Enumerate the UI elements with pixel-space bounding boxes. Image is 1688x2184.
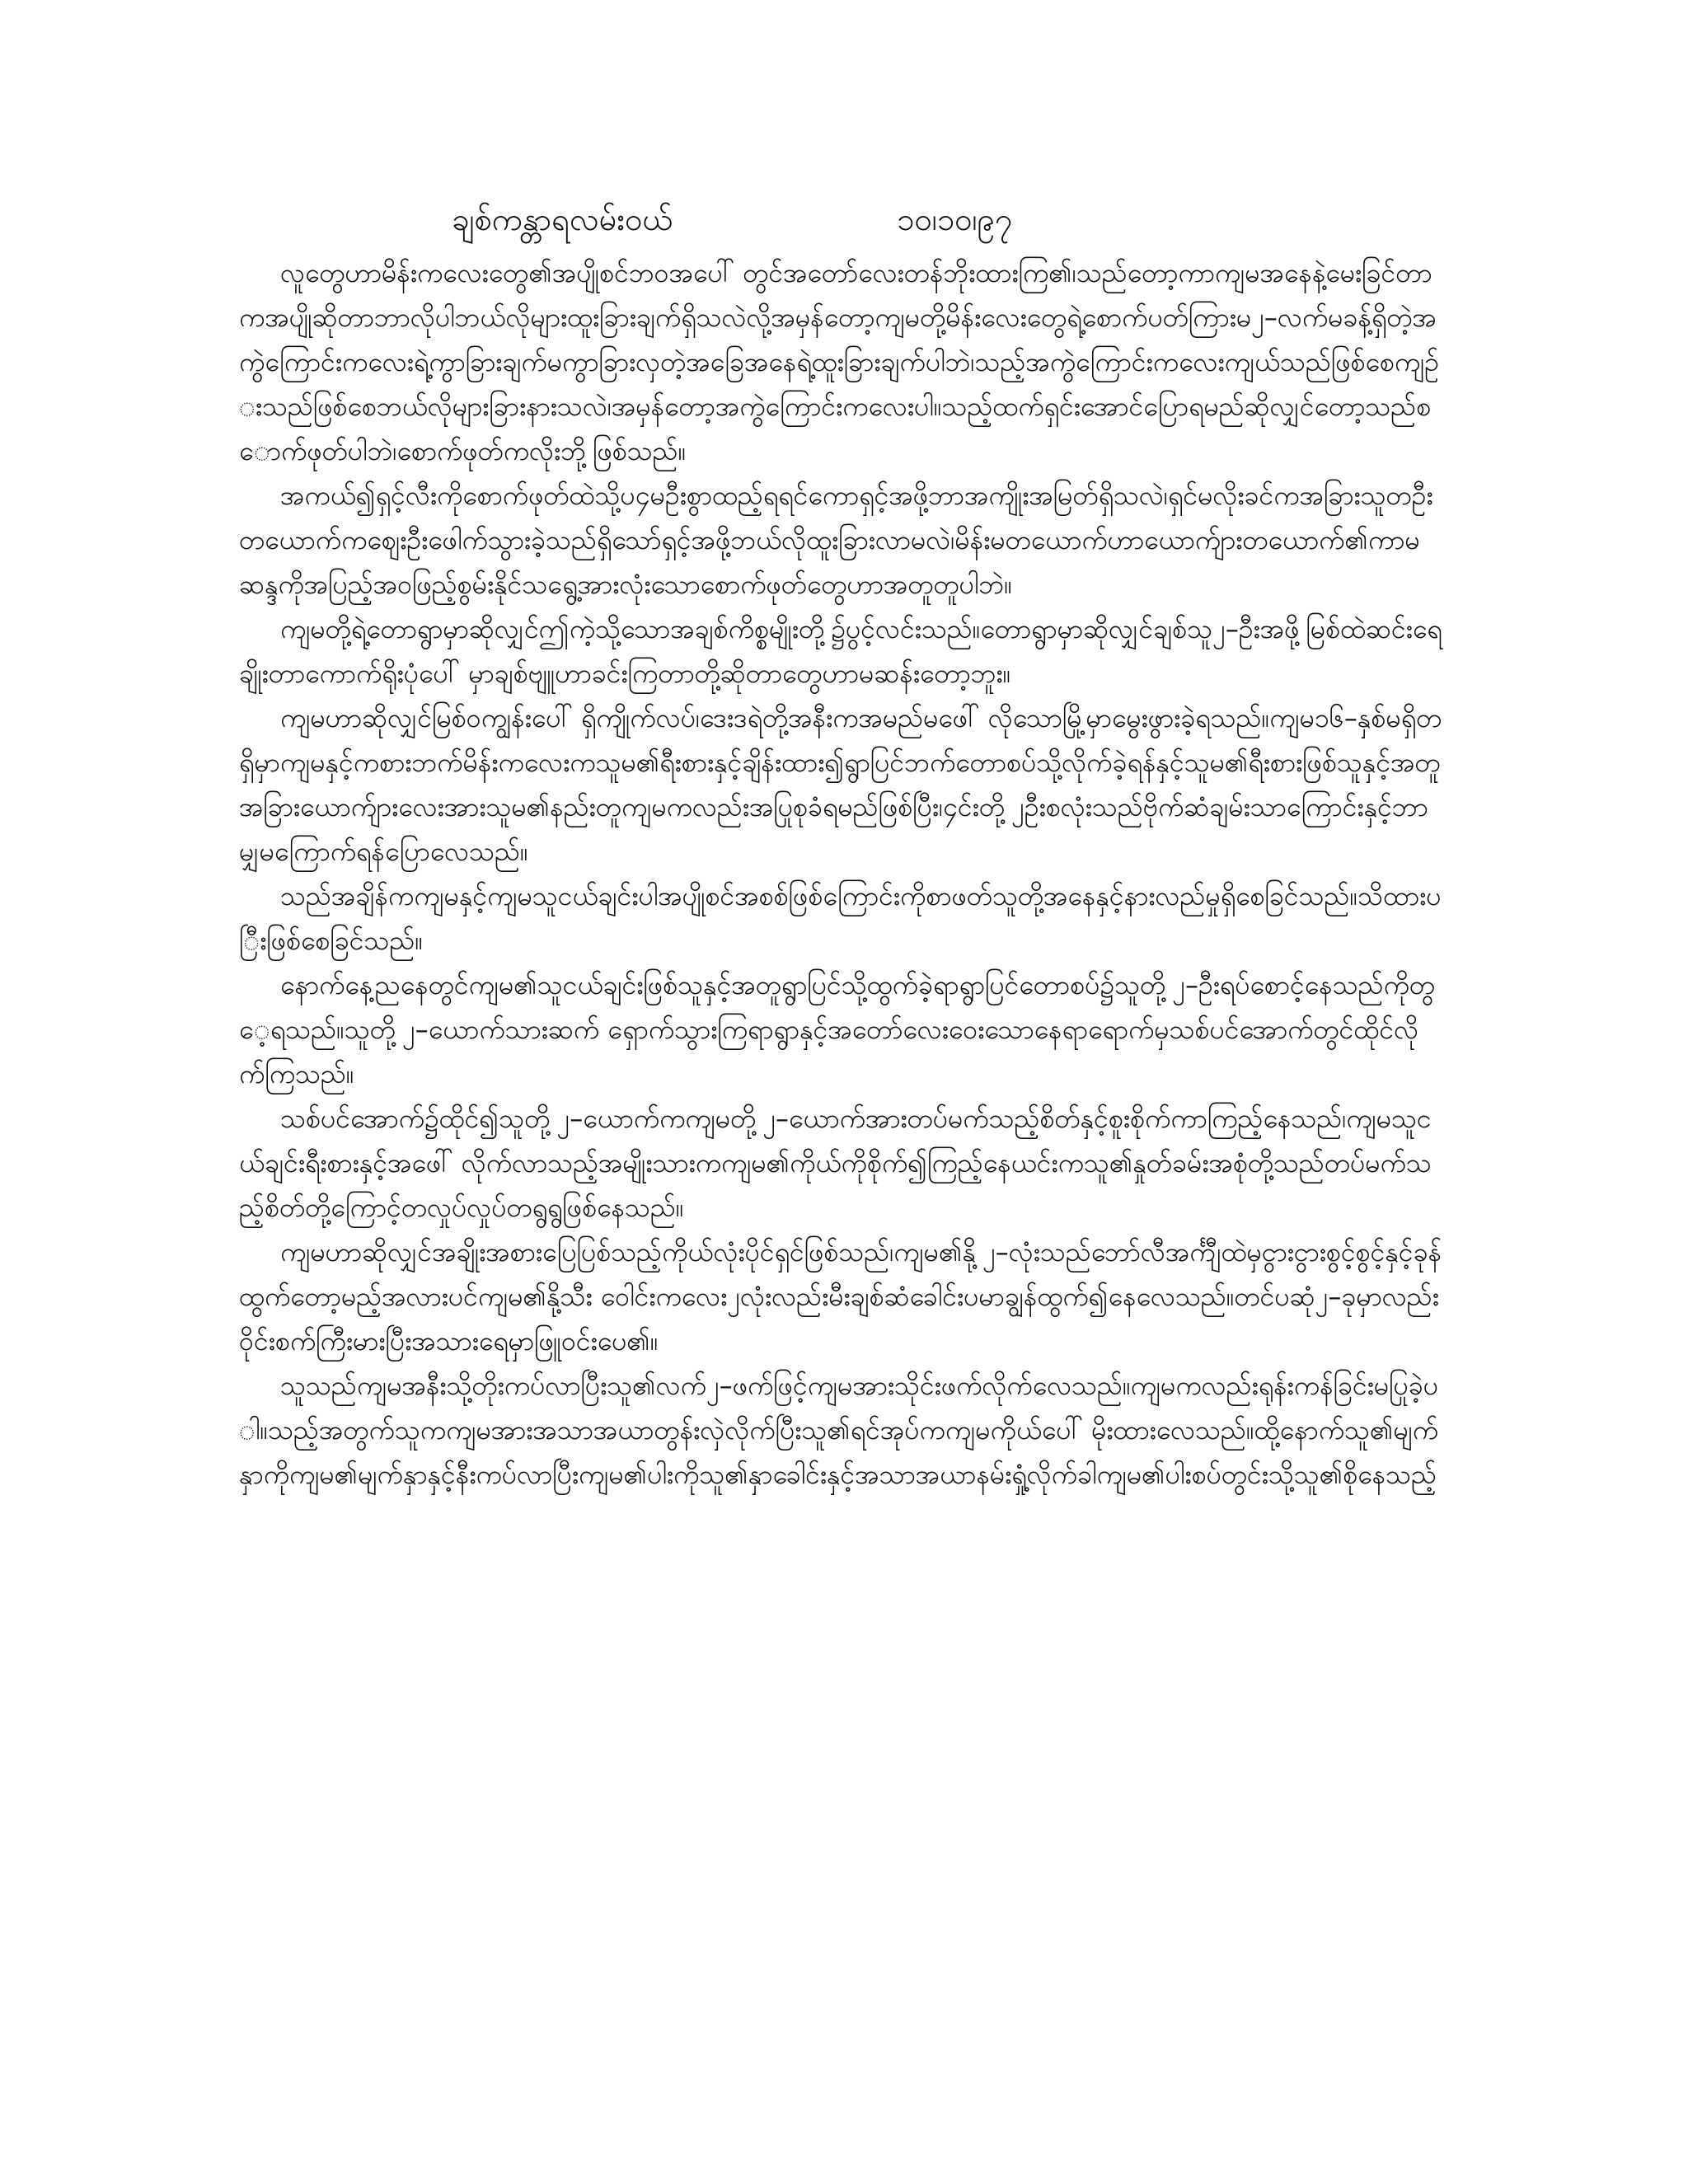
paragraph-8: ကျမဟာဆိုလျှင်အချိုးအစားပြေပြစ်သည့်ကိုယ်လုံးပိုင်ရှင်ဖြစ်သည်၊ကျမ၏နို့၂–လုံးသည်ဘော်လီအင်္ကျီထဲမှငွားငွားစွင့်စွင့်နှင့်ခုန်ထွက်တော့မည့်အလားပင်ကျမ၏နို့သီး ဝေါင်းကလေး၂လုံးလည်းမီးချစ်ဆံခေါင်းပမာချွန်ထွက်၍နေလေသည်။တင်ပဆုံ၂–ခုမှာလည်းဝိုင်းစက်ကြီးမားပြီးအသားရေမှာဖြူဝင်းပေ၏။ [239,1236,1442,1357]
paragraph-7: သစ်ပင်အောက်၌ထိုင်၍သူတို့၂–ယောက်ကကျမတို့၂–ယောက်အားတပ်မက်သည့်စိတ်နှင့်စူးစိုက်ကာကြည့်နေသည်၊ကျမသူငယ်ချင်းရီးစားနှင့်အဖေါ် လိုက်လာသည့်အမျိုးသားကကျမ၏ကိုယ်ကိုစိုက်၍ကြည့်နေယင်းကသူ၏နှုတ်ခမ်းအစုံတို့သည်တပ်မက်သည့်စိတ်တို့ကြောင့်တလှုပ်လှုပ်တရွရွဖြစ်နေသည်။ [239,1103,1432,1223]
paragraph-6: နောက်နေ့ညနေတွင်ကျမ၏သူငယ်ချင်းဖြစ်သူနှင့်အတူရွာပြင်သို့ထွက်ခဲ့ရာရွာပြင်တောစပ်၌သူတို့၂–ဦးရပ်စောင့်နေသည်ကိုတွေ့ရသည်။သူတို့၂–ယောက်သားဆက် ရှောက်သွားကြရာရွာနှင့်အတော်လေးဝေးသောနေရာရောက်မှသစ်ပင်အောက်တွင်ထိုင်လိုက်ကြသည်။ [239,969,1436,1090]
document-date: ၁၀၊၁၀၊၉၇ [897,201,1013,237]
paragraph-2: အကယ်၍ရှင့်လီးကိုစောက်ဖုတ်ထဲသို့ပ၄မဦးစွာထည့်ရရင်ကောရှင့်အဖို့ဘာအကျိုးအမြတ်ရှိသလဲ၊ရှင်မလိုးခင်ကအခြားသူတဦးတယောက်ကဈေးဦးဖေါက်သွားခဲ့သည်ရှိသော်ရှင့်အဖို့ဘယ်လိုထူးခြားလာမလဲ၊မိန်းမတယောက်ဟာယောက်ျားတယောက်၏ကာမဆန္ဒကိုအပြည့်အဝဖြည့်စွမ်းနိုင်သရွေ့အားလုံးသောစောက်ဖုတ်တွေဟာအတူတူပါဘဲ။ [239,480,1433,600]
paragraph-4: ကျမဟာဆိုလျှင်မြစ်ဝကျွန်းပေါ် ရှိကျိုက်လပ်၊ဒေးဒရဲတို့အနီးကအမည်မဖေါ် လိုသောမြို့မှာမွေးဖွားခဲ့ရသည်။ကျမ၁၆–နှစ်မရှိတရှိမှာကျမနှင့်ကစားဘက်မိန်းကလေးကသူမ၏ရီးစားနှင့်ချိန်းထား၍ရွာပြင်ဘက်တောစပ်သို့လိုက်ခဲ့ရန်နှင့်သူမ၏ရီးစားဖြစ်သူနှင့်အတူအခြားယောက်ျားလေးအားသူမ၏နည်းတူကျမကလည်းအပြုစုခံရမည်ဖြစ်ပြီး၊၄င်းတို့၂ဦးစလုံးသည်ဗိုက်ဆံချမ်းသာကြောင်းနှင့်ဘာမျှမကြောက်ရန်ပြောလေသည်။ [239,702,1442,867]
paragraph-5: သည်အချိန်ကကျမနှင့်ကျမသူငယ်ချင်းပါအပျိုစင်အစစ်ဖြစ်ကြောင်းကိုစာဖတ်သူတို့အနေနှင့်နားလည်မှုရှိစေခြင်သည်။သိထားပြီးဖြစ်စေခြင်သည်။ [239,880,1442,956]
document-title: ချစ်ကန္တာရလမ်းဝယ် [452,201,673,237]
paragraph-9: သူသည်ကျမအနီးသို့တိုးကပ်လာပြီးသူ၏လက်၂–ဖက်ဖြင့်ကျမအားသိုင်းဖက်လိုက်လေသည်။ကျမကလည်းရုန်းကန်ခြင်းမပြုခဲ့ပါ။သည့်အတွက်သူကကျမအားအသာအယာတွန်းလှဲလိုက်ပြီးသူ၏ရင်အုပ်ကကျမကိုယ်ပေါ် မိုးထားလေသည်။ထို့နောက်သူ၏မျက်နှာကိုကျမ၏မျက်နှာနှင့်နီးကပ်လာပြီးကျမ၏ပါးကိုသူ၏နှာခေါင်းနှင့်အသာအယာနမ်းရှုံ့လိုက်ခါကျမ၏ပါးစပ်တွင်းသို့သူ၏စိုနေသည့် [239,1370,1439,1490]
paragraph-3: ကျမတို့ရဲ့တောရွာမှာဆိုလျှင်ဤကဲ့သို့သောအချစ်ကိစ္စမျိုးတို့၌ပွင့်လင်းသည်။တောရွာမှာဆိုလျှင်ချစ်သူ၂–ဦးအဖို့မြစ်ထဲဆင်းရေချိုးတာကောက်ရိုးပုံပေါ် မှာချစ်ဗျူဟာခင်းကြတာတို့ဆိုတာတွေဟာမဆန်းတော့ဘူး။ [239,613,1442,689]
paragraph-1: လူတွေဟာမိန်းကလေးတွေ၏အပျိုစင်ဘဝအပေါ် တွင်အတော်လေးတန်ဘိုးထားကြ၏၊သည်တော့ကာကျမအနေနဲ့မေးခြင်တာကအပျိုဆိုတာဘာလိုပါဘယ်လိုများထူးခြားချက်ရှိသလဲလို့အမှန်တော့ကျမတို့မိန်းလေးတွေရဲ့စောက်ပတ်ကြားမ၂–လက်မခန့်ရှိတဲ့အကွဲကြောင်းကလေးရဲ့ကွာခြားချက်မကွာခြားလှတဲ့အခြေအနေရဲ့ထူးခြားချက်ပါဘဲ၊သည့်အကွဲကြောင်းကလေးကျယ်သည်ဖြစ်စေကျဥ်းသည်ဖြစ်စေဘယ်လိုများခြားနားသလဲ၊အမှန်တော့အကွဲကြောင်းကလေးပါ။သည့်ထက်ရှင်းအောင်ပြောရမည်ဆိုလျှင်တော့သည်စောက်ဖုတ်ပါဘဲ၊စောက်ဖုတ်ကလိုးဘို့ဖြစ်သည်။ [239,257,1440,466]
document-body [239,251,1442,1497]
document-header [452,194,1441,244]
